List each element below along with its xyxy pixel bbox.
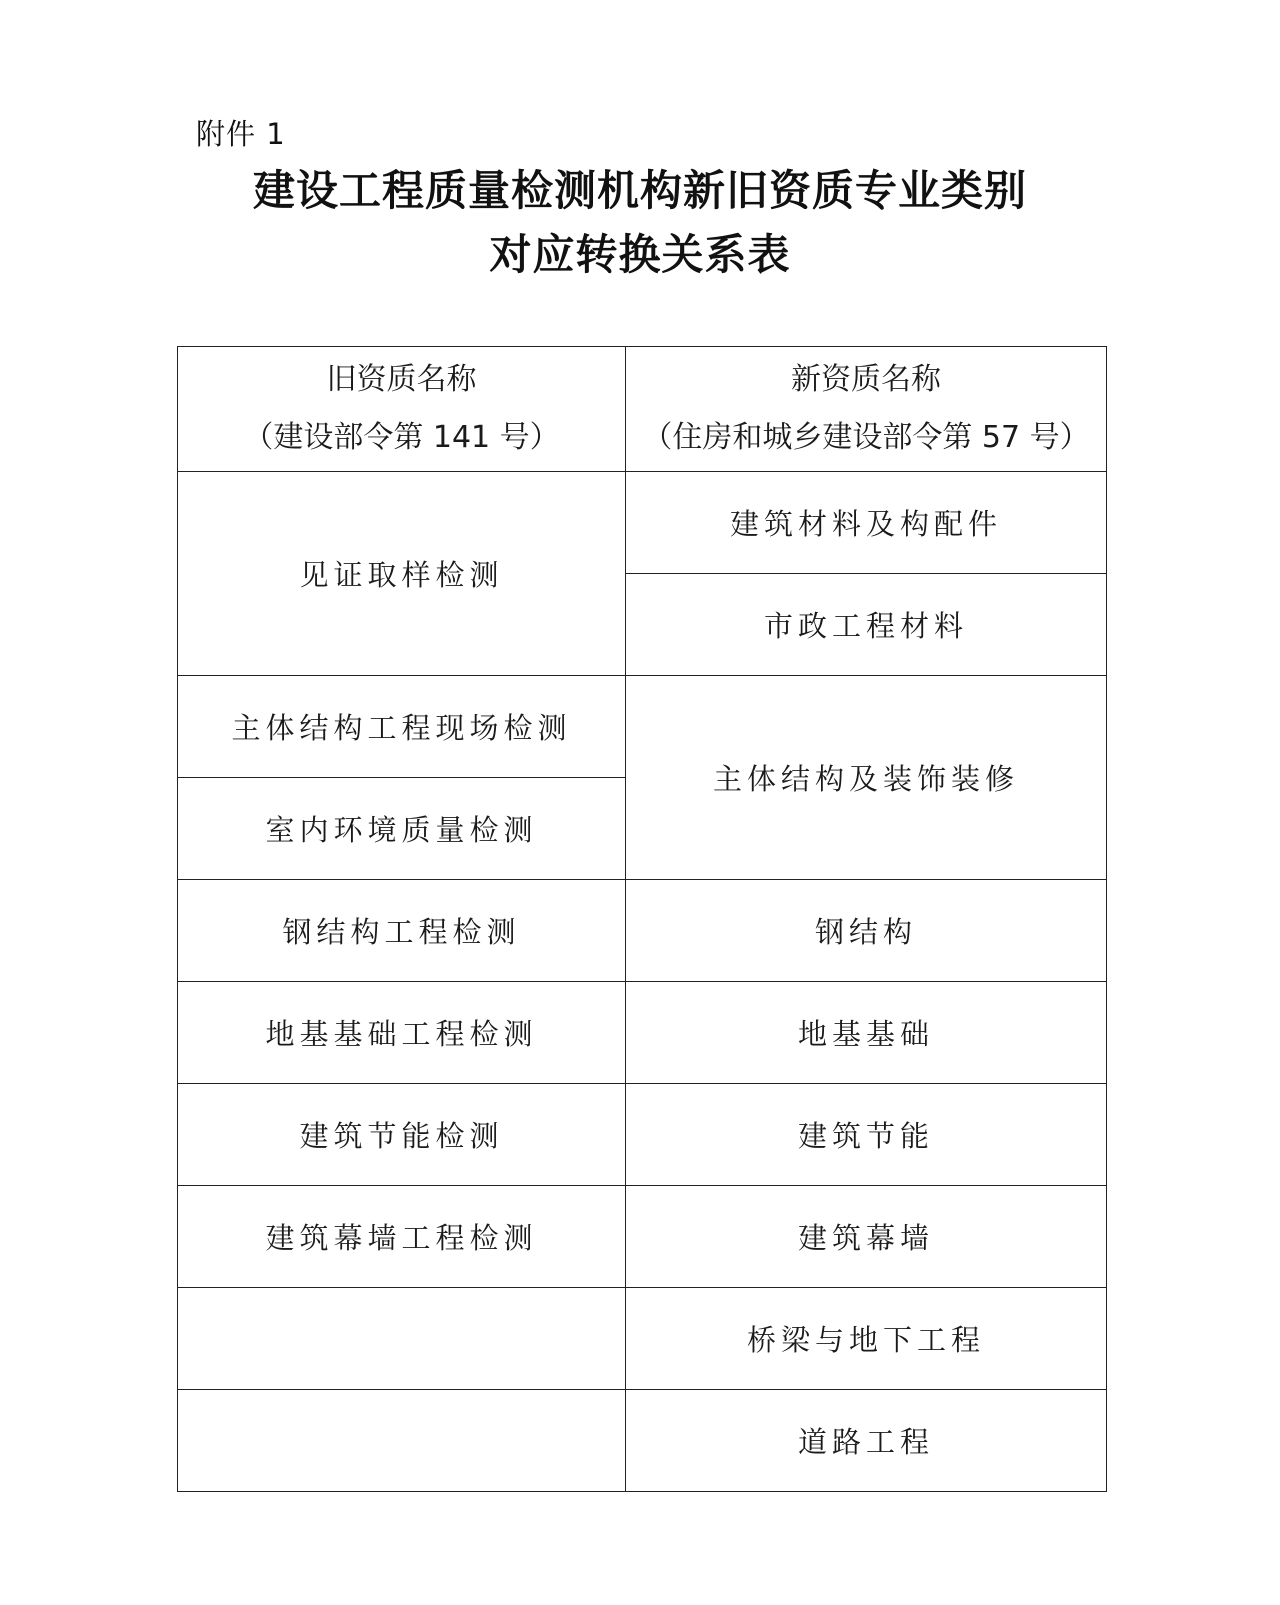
document-title-line-1: 建设工程质量检测机构新旧资质专业类别 <box>252 166 1027 215</box>
table-row <box>178 472 1107 574</box>
table-row <box>178 982 1107 1084</box>
document-title-line-2: 对应转换关系表 <box>489 230 791 279</box>
old-cell: 建筑节能检测 <box>178 1084 626 1186</box>
attachment-label: 附件 1 <box>196 117 286 151</box>
old-cell: 建筑幕墙工程检测 <box>178 1186 626 1288</box>
old-cell-empty <box>178 1390 626 1492</box>
old-cell: 地基基础工程检测 <box>178 982 626 1084</box>
header-new-qualification <box>626 347 1107 472</box>
table-row <box>178 1084 1107 1186</box>
table-row <box>178 1186 1107 1288</box>
header-old-source: （建设部令第 141 号） <box>243 420 560 455</box>
table-header-row <box>178 347 1107 472</box>
table-row <box>178 676 1107 778</box>
new-cell: 道路工程 <box>626 1390 1107 1492</box>
old-cell: 钢结构工程检测 <box>178 880 626 982</box>
header-old-name: 旧资质名称 <box>326 362 477 397</box>
new-cell: 桥梁与地下工程 <box>626 1288 1107 1390</box>
header-new-source: （住房和城乡建设部令第 57 号） <box>642 420 1090 455</box>
header-old-qualification <box>178 347 626 472</box>
old-cell: 室内环境质量检测 <box>178 778 626 880</box>
qualification-mapping-table <box>177 346 1107 1492</box>
table-row <box>178 1288 1107 1390</box>
table-row <box>178 880 1107 982</box>
new-cell: 建筑节能 <box>626 1084 1107 1186</box>
old-cell: 见证取样检测 <box>178 472 626 676</box>
new-cell: 建筑幕墙 <box>626 1186 1107 1288</box>
table-row <box>178 1390 1107 1492</box>
new-cell: 地基基础 <box>626 982 1107 1084</box>
header-new-name: 新资质名称 <box>791 362 941 397</box>
new-cell: 建筑材料及构配件 <box>626 472 1107 574</box>
old-cell-empty <box>178 1288 626 1390</box>
new-cell: 市政工程材料 <box>626 574 1107 676</box>
new-cell: 钢结构 <box>626 880 1107 982</box>
old-cell: 主体结构工程现场检测 <box>178 676 626 778</box>
new-cell: 主体结构及装饰装修 <box>626 676 1107 880</box>
